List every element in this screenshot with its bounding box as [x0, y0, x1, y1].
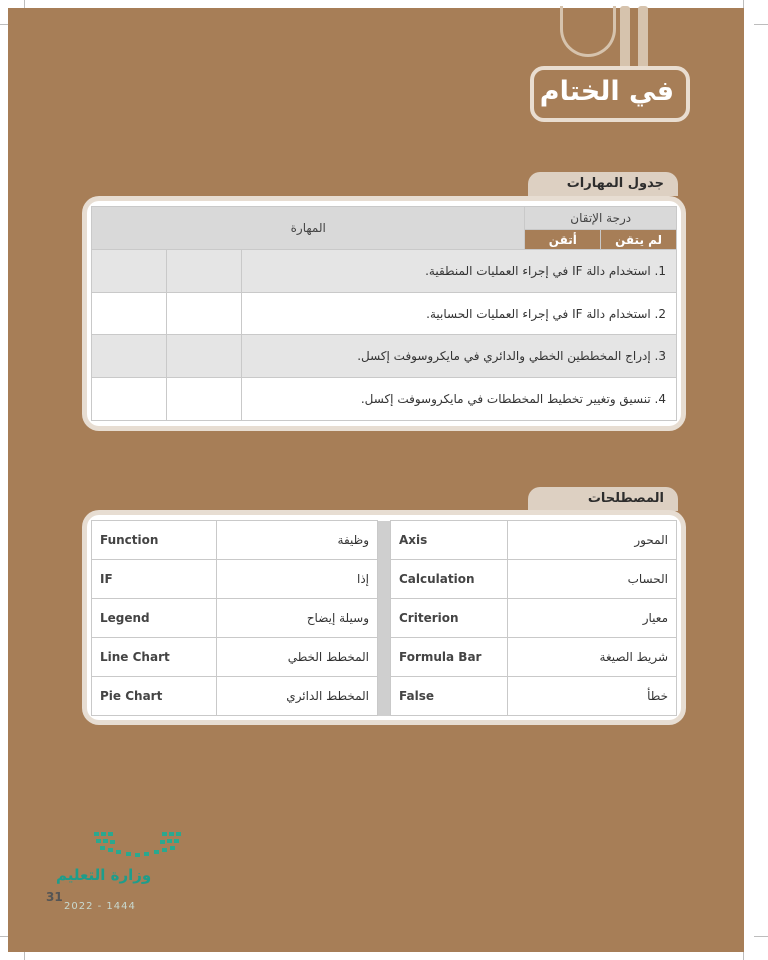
column-separator [378, 638, 391, 677]
not-mastered-header-label: لم يتقن [615, 232, 663, 247]
term-ar: المخطط الخطي [217, 638, 378, 677]
term-ar: شريط الصيغة [508, 638, 677, 677]
column-separator [378, 677, 391, 716]
mastered-cell[interactable] [167, 293, 242, 335]
cable-plug [638, 6, 648, 70]
mastered-cell[interactable] [167, 378, 242, 421]
skill-row [92, 378, 677, 421]
cable-plug [620, 6, 630, 70]
edition-year: 2022 - 1444 [64, 901, 136, 912]
page-title: في الختام [539, 76, 674, 107]
mastered-cell[interactable] [167, 250, 242, 293]
term-row [92, 677, 677, 716]
term-row [92, 560, 677, 599]
term-ar: المحور [508, 521, 677, 560]
mastered-cell[interactable] [167, 335, 242, 378]
terms-tab [528, 487, 678, 511]
skills-panel [87, 201, 681, 426]
term-en: Formula Bar [391, 638, 508, 677]
term-ar: وظيفة [217, 521, 378, 560]
skill-header-label: المهارة [290, 221, 326, 235]
term-ar: وسيلة إيضاح [217, 599, 378, 638]
skills-table [91, 206, 677, 250]
terms-panel [87, 515, 681, 720]
mastery-header [525, 207, 677, 230]
page [8, 8, 744, 952]
not-mastered-cell[interactable] [92, 335, 167, 378]
skill-text: 1. استخدام دالة IF في إجراء العمليات المنطقية. [242, 250, 677, 293]
term-en: Legend [92, 599, 217, 638]
crop-mark [754, 24, 768, 25]
term-ar: المخطط الدائري [217, 677, 378, 716]
skill-header [92, 207, 525, 250]
term-en: IF [92, 560, 217, 599]
skill-text: 4. تنسيق وتغيير تخطيط المخططات في مايكروسوفت إكسل. [242, 378, 677, 421]
term-ar: معيار [508, 599, 677, 638]
column-separator [378, 521, 391, 560]
not-mastered-header [601, 230, 677, 250]
skills-tab [528, 172, 678, 196]
skill-row [92, 335, 677, 378]
term-en: Criterion [391, 599, 508, 638]
term-ar: إذا [217, 560, 378, 599]
skill-row [92, 293, 677, 335]
skill-row [92, 250, 677, 293]
ministry-logo [92, 830, 184, 860]
terms-tab-label: المصطلحات [587, 491, 664, 506]
cable-decoration [560, 6, 616, 57]
ministry-logo-icon [92, 830, 184, 860]
not-mastered-cell[interactable] [92, 250, 167, 293]
term-en: Calculation [391, 560, 508, 599]
mastered-header-label: أتقن [548, 232, 577, 247]
term-en: Pie Chart [92, 677, 217, 716]
not-mastered-cell[interactable] [92, 378, 167, 421]
title-badge [530, 66, 690, 122]
column-separator [378, 599, 391, 638]
not-mastered-cell[interactable] [92, 293, 167, 335]
mastered-header [525, 230, 601, 250]
skill-text: 3. إدراج المخططين الخطي والدائري في مايكروسوفت إكسل. [242, 335, 677, 378]
term-row [92, 638, 677, 677]
skill-text: 2. استخدام دالة IF في إجراء العمليات الحسابية. [242, 293, 677, 335]
crop-mark [754, 936, 768, 937]
term-en: Axis [391, 521, 508, 560]
skills-body [91, 249, 677, 421]
term-en: False [391, 677, 508, 716]
term-ar: خطأ [508, 677, 677, 716]
term-en: Function [92, 521, 217, 560]
terms-table [91, 520, 677, 716]
term-en: Line Chart [92, 638, 217, 677]
term-row [92, 521, 677, 560]
term-row [92, 599, 677, 638]
column-separator [378, 560, 391, 599]
page-number: 31 [46, 890, 63, 904]
skills-tab-label: جدول المهارات [566, 176, 664, 191]
mastery-header-label: درجة الإتقان [570, 211, 632, 225]
ministry-name: وزارة التعليم [56, 866, 152, 884]
term-ar: الحساب [508, 560, 677, 599]
